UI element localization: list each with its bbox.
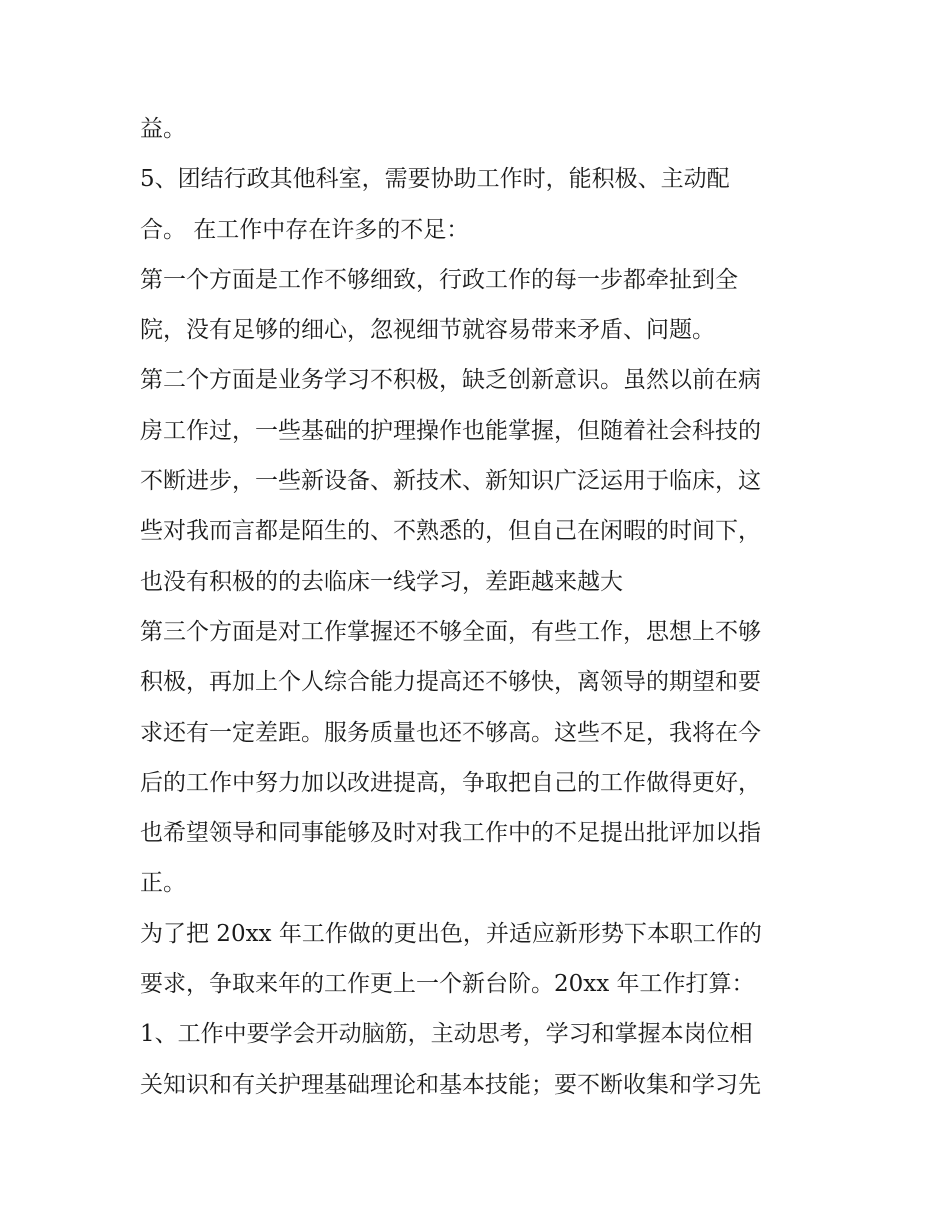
text-line: 后的工作中努力加以改进提高，争取把自己的工作做得更好， (140, 769, 761, 796)
text-line: 益。 (140, 116, 186, 142)
text-line: 些对我而言都是陌生的、不熟悉的，但自己在闲暇的时间下， (140, 518, 761, 545)
text-line: 要求，争取来年的工作更上一个新台阶。20xx 年工作打算： (140, 971, 755, 998)
text-line: 院，没有足够的细心，忽视细节就容易带来矛盾、问题。 (140, 317, 715, 344)
text-line: 合。 在工作中存在许多的不足： (140, 216, 470, 243)
body-text (140, 104, 830, 1110)
text-line: 1、工作中要学会开动脑筋，主动思考，学习和掌握本岗位相 (140, 1021, 753, 1048)
text-line: 第二个方面是业务学习不积极，缺乏创新意识。虽然以前在病 (140, 367, 761, 394)
text-line: 不断进步，一些新设备、新技术、新知识广泛运用于临床，这 (140, 468, 761, 495)
text-line: 第三个方面是对工作掌握还不够全面，有些工作，思想上不够 (140, 618, 761, 645)
text-line: 也没有积极的的去临床一线学习，差距越来越大 (140, 568, 623, 595)
text-line: 也希望领导和同事能够及时对我工作中的不足提出批评加以指 (140, 820, 761, 847)
text-line: 5、团结行政其他科室，需要协助工作时，能积极、主动配 (140, 166, 730, 193)
text-line: 房工作过，一些基础的护理操作也能掌握，但随着社会科技的 (140, 417, 761, 444)
text-line: 积极，再加上个人综合能力提高还不够快，离领导的期望和要 (140, 669, 761, 696)
text-line: 正。 (140, 870, 186, 897)
text-line: 关知识和有关护理基础理论和基本技能；要不断收集和学习先 (140, 1071, 761, 1098)
text-line: 为了把 20xx 年工作做的更出色，并适应新形势下本职工作的 (140, 920, 762, 947)
text-line: 第一个方面是工作不够细致，行政工作的每一步都牵扯到全 (140, 266, 738, 293)
text-line: 求还有一定差距。服务质量也还不够高。这些不足，我将在今 (140, 719, 761, 746)
